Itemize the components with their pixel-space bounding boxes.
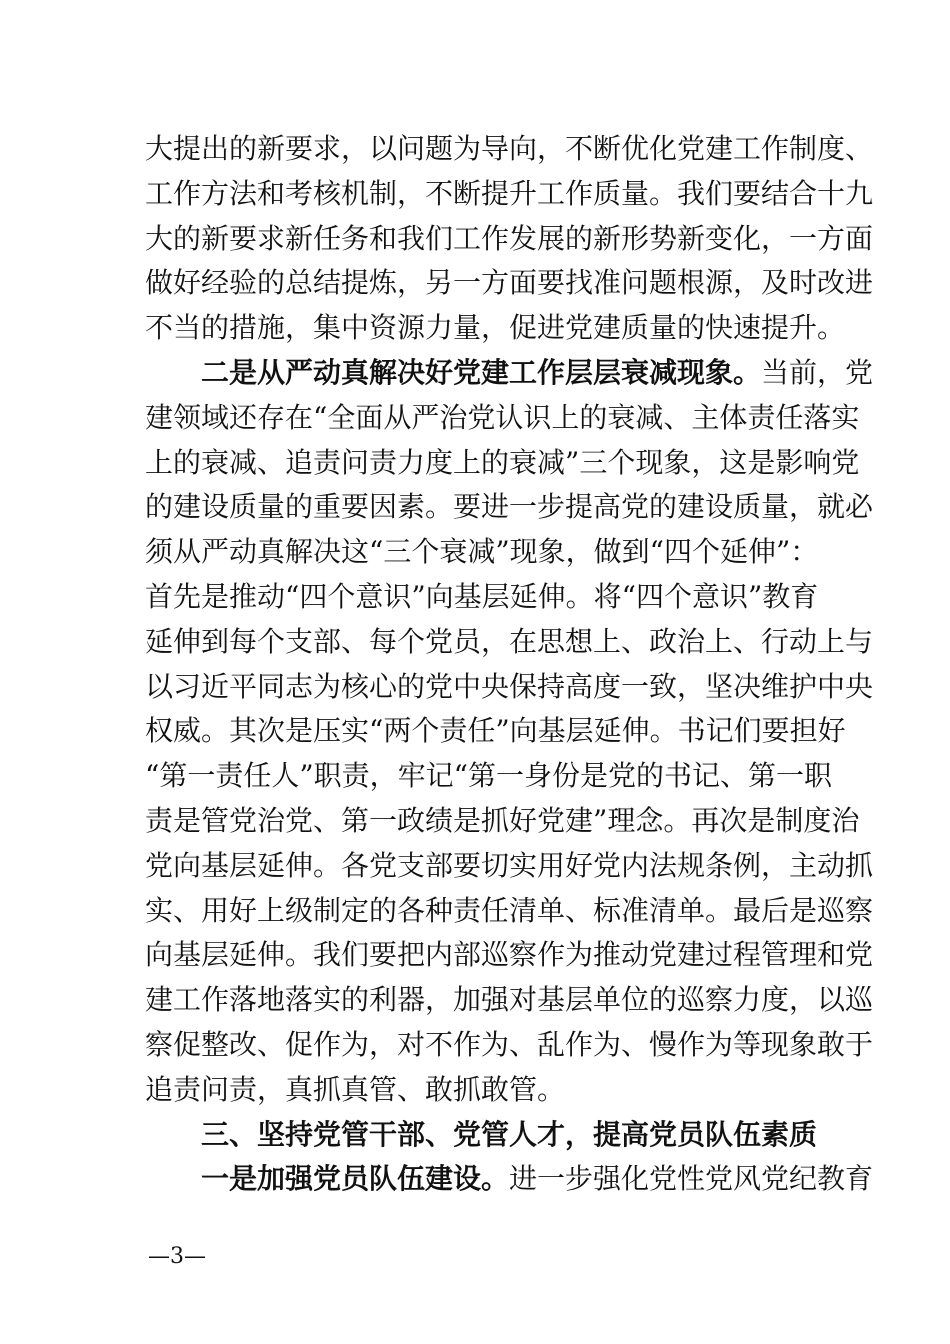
- line-text: 责是管党治党、第一政绩是抓好党建”理念。再次是制度治: [145, 803, 860, 837]
- line-text: 以习近平同志为核心的党中央保持高度一致，坚决维护中央: [145, 669, 874, 703]
- line-text: 上的衰减、追责问责力度上的衰减”三个现象，这是影响党: [145, 445, 860, 479]
- line-text: 建工作落地落实的利器，加强对基层单位的巡察力度，以巡: [145, 983, 874, 1017]
- text-line: [145, 978, 874, 1023]
- text-line: [145, 306, 846, 351]
- line-text: “第一责任人”职责，牢记“第一身份是党的书记、第一职: [145, 759, 832, 793]
- document-body: [145, 127, 874, 1202]
- text-line: [145, 933, 874, 978]
- text-line: [145, 127, 874, 172]
- text-line: [145, 620, 874, 665]
- text-line: [145, 889, 874, 934]
- line-text: 做好经验的总结提炼，另一方面要找准问题根源，及时改进: [145, 266, 874, 300]
- line-text: 实、用好上级制定的各种责任清单、标准清单。最后是巡察: [145, 893, 874, 927]
- text-line: [145, 530, 819, 575]
- line-text: 建领域还存在“全面从严治党认识上的衰减、主体责任落实: [145, 400, 860, 434]
- bold-lead: 二是从严动真解决好党建工作层层衰减现象。: [201, 355, 762, 389]
- text-line: [145, 799, 860, 844]
- line-text: 察促整改、促作为，对不作为、乱作为、慢作为等现象敢于: [145, 1027, 874, 1061]
- line-text: 的建设质量的重要因素。要进一步提高党的建设质量，就必: [145, 490, 874, 524]
- line-text: 当前，党: [761, 355, 874, 389]
- page-number: —3—: [148, 1244, 206, 1269]
- text-line: [145, 754, 832, 799]
- line-text: 党向基层延伸。各党支部要切实用好党内法规条例，主动抓: [145, 848, 874, 882]
- text-line: [145, 1023, 874, 1068]
- text-line: [145, 1157, 874, 1202]
- text-line: [145, 485, 874, 530]
- text-line: [145, 441, 860, 486]
- line-text: 须从严动真解决这“三个衰减”现象，做到“四个延伸”：: [145, 535, 819, 569]
- text-line: [145, 575, 819, 620]
- text-line: [145, 261, 874, 306]
- text-line: [145, 396, 860, 441]
- line-text: 延伸到每个支部、每个党员，在思想上、政治上、行动上与: [145, 624, 874, 658]
- line-text: 不当的措施，集中资源力量，促进党建质量的快速提升。: [145, 311, 846, 345]
- text-line: [145, 709, 846, 754]
- text-line: [145, 217, 874, 262]
- line-text: 首先是推动“四个意识”向基层延伸。将“四个意识”教育: [145, 579, 819, 613]
- text-line: [145, 172, 874, 217]
- text-line: [145, 844, 874, 889]
- section-heading: 三、坚持党管干部、党管人才，提高党员队伍素质: [201, 1117, 818, 1151]
- bold-lead: 一是加强党员队伍建设。: [201, 1162, 510, 1196]
- line-text: 大提出的新要求，以问题为导向，不断优化党建工作制度、: [145, 132, 874, 165]
- text-line: [145, 665, 874, 710]
- line-text: 向基层延伸。我们要把内部巡察作为推动党建过程管理和党: [145, 938, 874, 972]
- line-text: 大的新要求新任务和我们工作发展的新形势新变化，一方面: [145, 221, 874, 255]
- line-text: 权威。其次是压实“两个责任”向基层延伸。书记们要担好: [145, 714, 846, 748]
- text-line: [145, 351, 874, 396]
- text-line: [145, 1068, 807, 1113]
- line-text: 追责问责，真抓真管、敢抓敢管。: [145, 1072, 566, 1106]
- line-text: 工作方法和考核机制，不断提升工作质量。我们要结合十九: [145, 176, 874, 210]
- line-text: 进一步强化党性党风党纪教育: [509, 1162, 874, 1196]
